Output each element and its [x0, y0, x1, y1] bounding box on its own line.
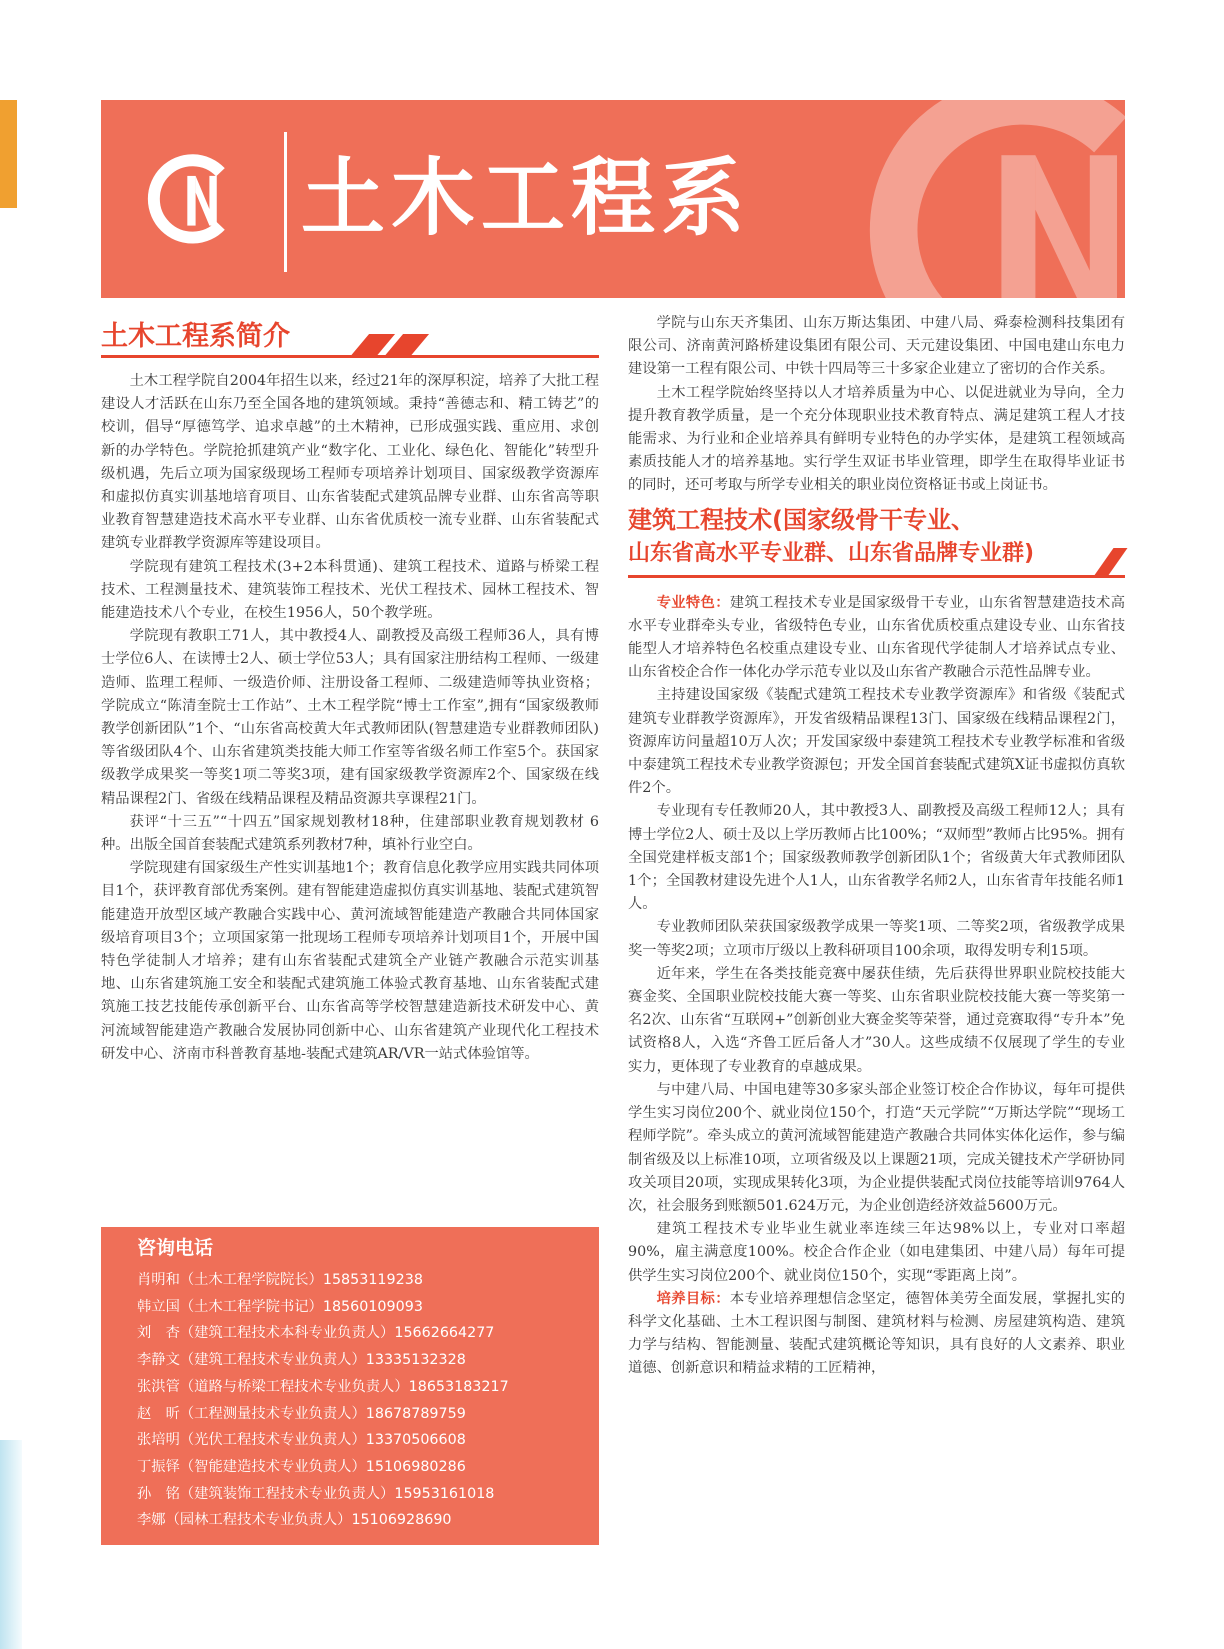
major-heading — [628, 504, 1125, 578]
heading-rule — [101, 355, 599, 358]
college-logo-icon — [145, 152, 237, 244]
major-heading-line1: 建筑工程技术(国家级骨干专业、 — [628, 505, 975, 534]
contact-item: 韩立国（土木工程学院书记）18560109093 — [137, 1298, 423, 1315]
contact-item: 赵 昕（工程测量技术专业负责人）18678789759 — [137, 1405, 466, 1422]
banner-divider — [284, 132, 287, 272]
goal-text: 本专业培养理想信念坚定，德智体美劳全面发展，掌握扎实的科学文化基础、土木工程识图与制图、建筑材料与检测、房屋建筑构造、建筑力学与结构、智能测量、装配式建筑概论等知识，具有良好的人文素养、职业道德、创新意识和精益求精的工匠精神， — [628, 1290, 1126, 1377]
intro-heading-label: 土木工程系简介 — [101, 321, 290, 352]
heading-stripe — [1092, 548, 1127, 578]
contact-item: 肖明和（土木工程学院院长）15853119238 — [137, 1272, 423, 1288]
contact-list — [137, 1267, 509, 1534]
contact-item: 张培明（光伏工程技术专业负责人）13370506608 — [137, 1432, 466, 1449]
major-paragraph: 主持建设国家级《装配式建筑工程技术专业教学资源库》和省级《装配式建筑专业群教学资源库》，开发省级精品课程13门、国家级在线精品课程2门，资源库访问量超10万人次；开发国家级中泰建筑工程技术专业教学标准和省级中泰建筑工程技术专业教学资源包；开发全国首套装配式建筑X证书虚拟仿真软件2个。 — [628, 687, 1125, 797]
goal-label: 培养目标： — [656, 1290, 730, 1307]
intro-paragraph: 学院现有建筑工程技术(3+2本科贯通)、建筑工程技术、道路与桥梁工程技术、工程测量技术、建筑装饰工程技术、光伏工程技术、园林工程技术、智能建造技术八个专业，在校生1956人，50个教学班。 — [101, 558, 599, 622]
major-feature-paragraph — [628, 592, 1125, 685]
major-paragraph: 专业教师团队荣获国家级教学成果一等奖1项、二等奖2项，省级教学成果奖一等奖2项；立项市厅级以上教科研项目100余项，取得发明专利15项。 — [628, 919, 1125, 959]
blue-edge-shadow — [0, 1440, 22, 1649]
contact-item: 孙 铭（建筑装饰工程技术专业负责人）15953161018 — [137, 1485, 495, 1502]
intro-paragraph: 学院与山东天齐集团、山东万斯达集团、中建八局、舜泰检测科技集团有限公司、济南黄河路桥建设集团有限公司、天元建设集团、中国电建山东电力建设第一工程有限公司、中铁十四局等三十多家企业建立了密切的合作关系。 — [628, 315, 1125, 378]
intro-paragraph: 土木工程学院自2004年招生以来，经过21年的深厚积淀，培养了大批工程建设人才活跃在山东乃至全国各地的建筑领域。秉持“善德志和、精工铸艺”的校训，倡导“厚德笃学、追求卓越”的土木精神，已形成强实践、重应用、求创新的办学特色。学院抢抓建筑产业“数字化、工业化、绿色化、智能化”转型升级机遇，先后立项为国家级现场工程师专项培养计划项目、国家级教学资源库和虚拟仿真实训基地培育项目、山东省装配式建筑品牌专业群、山东省高等职业教育智慧建造技术高水平专业群、山东省优质校一流专业群、山东省装配式建筑专业群教学资源库等建设项目。 — [101, 373, 599, 552]
contact-item: 刘 杏（建筑工程技术本科专业负责人）15662664277 — [137, 1325, 495, 1342]
contact-box — [101, 1227, 599, 1545]
contact-item: 李娜（园林工程技术专业负责人）15106928690 — [137, 1512, 452, 1529]
orange-edge-tab — [0, 100, 17, 208]
left-column — [101, 318, 599, 1066]
contact-item: 李静文（建筑工程技术专业负责人）13335132328 — [137, 1352, 466, 1369]
intro-paragraph: 学院现有教职工71人，其中教授4人、副教授及高级工程师36人，具有博士学位6人、在读博士2人、硕士学位53人；具有国家注册结构工程师、一级建造师、监理工程师、一级造价师、注册设备工程师、二级建造师等执业资格；学院成立“陈清奎院士工作站”、土木工程学院“博士工作室”,拥有“国家级教师教学创新团队”1个、“山东省高校黄大年式教师团队(智慧建造专业群教师团队)等省级团队4个、山东省建筑类技能大师工作室等省级名师工作室5个。获国家级教学成果奖一等奖1项二等奖3项，建有国家级教学资源库2个、国家级在线精品课程2门、省级在线精品课程及精品资源共享课程21门。 — [101, 628, 599, 807]
heading-rule — [628, 575, 1125, 578]
contact-item: 张洪管（道路与桥梁工程技术专业负责人）18653183217 — [137, 1378, 509, 1395]
major-heading-line2: 山东省高水平专业群、山东省品牌专业群) — [628, 540, 1035, 566]
feature-text: 建筑工程技术专业是国家级骨干专业，山东省智慧建造技术高水平专业群牵头专业，省级特色专业，山东省优质校重点建设专业、山东省技能型人才培养特色名校重点建设专业、山东省现代学徒制人才培养试点专业、山东省校企合作一体化办学示范专业以及山东省产教融合示范性品牌专业。 — [628, 594, 1126, 681]
intro-heading — [101, 318, 599, 358]
major-paragraph: 专业现有专任教师20人，其中教授3人、副教授及高级工程师12人；具有博士学位2人、硕士及以上学历教师占比100%；“双师型”教师占比95%。拥有全国党建样板支部1个；国家级教师教学创新团队1个；省级黄大年式教师团队1个；全国教材建设先进个人1人，山东省教学名师2人，山东省青年技能名师1人。 — [628, 803, 1125, 913]
major-goal-paragraph — [628, 1288, 1125, 1381]
page-title: 土木工程系 — [301, 149, 752, 247]
watermark-logo-icon — [845, 100, 1125, 298]
intro-paragraph: 学院现建有国家级生产性实训基地1个；教育信息化教学应用实践共同体项目1个，获评教育部优秀案例。建有智能建造虚拟仿真实训基地、装配式建筑智能建造开放型区域产教融合实践中心、黄河流域智能建造产教融合共同体国家级培育项目3个；立项国家第一批现场工程师专项培养计划项目1个，开展中国特色学徒制人才培养；建有山东省装配式建筑全产业链产教融合示范实训基地、山东省建筑施工安全和装配式建筑施工体验式教育基地、山东省装配式建筑施工技艺技能传承创新平台、山东省高等学校智慧建造新技术研发中心、黄河流域智能建造产教融合发展协同创新中心、山东省建筑产业现代化工程技术研发中心、济南市科普教育基地-装配式建筑AR/VR一站式体验馆等。 — [101, 860, 599, 1062]
major-paragraph: 建筑工程技术专业毕业生就业率连续三年达98%以上，专业对口率超90%，雇主满意度100%。校企合作企业（如电建集团、中建八局）每年可提供学生实习岗位200个、就业岗位150个，实现“零距离上岗”。 — [628, 1221, 1125, 1284]
title-banner — [101, 100, 1125, 298]
contact-item: 丁振铎（智能建造技术专业负责人）15106980286 — [137, 1458, 466, 1475]
major-paragraph: 近年来，学生在各类技能竞赛中屡获佳绩，先后获得世界职业院校技能大赛金奖、全国职业院校技能大赛一等奖、山东省职业院校技能大赛一等奖第一名2次、山东省“互联网+”创新创业大赛金奖等荣誉，通过竞赛取得“专升本”免试资格8人，入选“齐鲁工匠后备人才”30人。这些成绩不仅展现了学生的专业实力，更体现了专业教育的卓越成果。 — [628, 965, 1125, 1075]
intro-paragraph: 土木工程学院始终坚持以人才培养质量为中心、以促进就业为导向，全力提升教育教学质量，是一个充分体现职业技术教育特点、满足建筑工程人才技能需求、为行业和企业培养具有鲜明专业特色的办学实体，是建筑工程领域高素质技能人才的培养基地。实行学生双证书毕业管理，即学生在取得毕业证书的同时，还可考取与所学专业相关的职业岗位资格证书或上岗证书。 — [628, 384, 1125, 494]
intro-paragraph: 获评“十三五”“十四五”国家规划教材18种，住建部职业教育规划教材 6 种。出版全国首套装配式建筑系列教材7种，填补行业空白。 — [101, 813, 599, 854]
major-paragraph: 与中建八局、中国电建等30多家头部企业签订校企合作协议，每年可提供学生实习岗位200个、就业岗位150个，打造“天元学院”“万斯达学院”“现场工程师学院”。牵头成立的黄河流域智能建造产教融合共同体实体化运作，参与编制省级及以上标准10项，立项省级及以上课题21项，完成关键技术产学研协同攻关项目20项，实现成果转化3项，为企业提供装配式岗位技能等培训9764人次，社会服务到账额501.624万元，为企业创造经济效益5600万元。 — [628, 1081, 1125, 1214]
contact-title: 咨询电话 — [137, 1237, 214, 1259]
right-column — [628, 312, 1125, 1381]
feature-label: 专业特色： — [656, 594, 730, 611]
